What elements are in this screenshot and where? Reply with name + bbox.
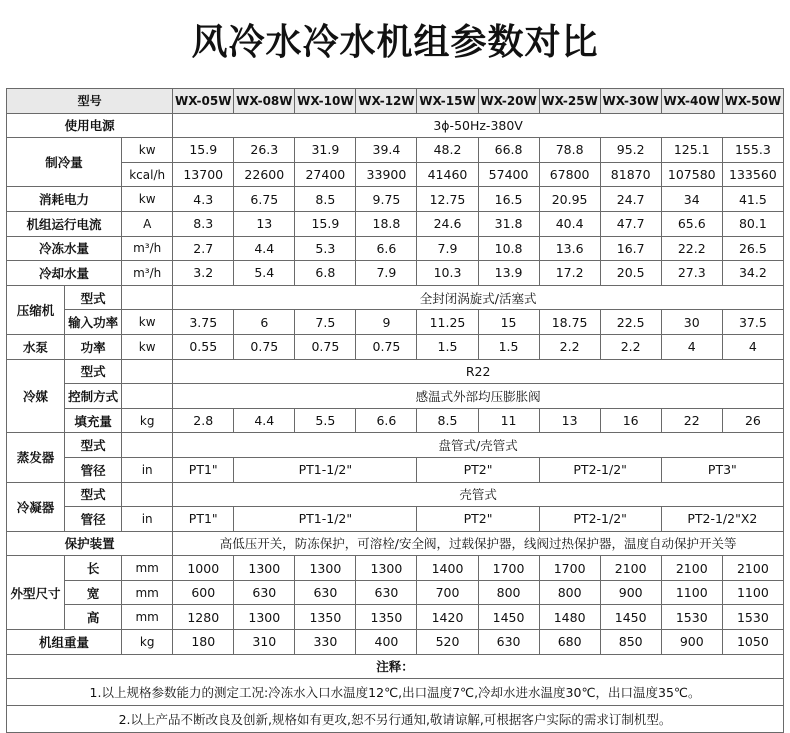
refrigerant-charge-row (7, 408, 784, 433)
compressor-type-row (7, 285, 784, 310)
notes-heading-row (7, 654, 784, 679)
value-cell: 16.5 (478, 187, 539, 212)
condenser-label: 冷凝器 (7, 482, 65, 531)
value-cell: 630 (478, 630, 539, 655)
chilled-water-label: 冷冻水量 (7, 236, 122, 261)
value-cell: 5.5 (295, 408, 356, 433)
value-cell: 34 (661, 187, 722, 212)
value-cell: 15.9 (173, 138, 234, 163)
value-cell: 180 (173, 630, 234, 655)
value-cell: 22 (661, 408, 722, 433)
value-cell: 900 (600, 580, 661, 605)
condenser-type-value: 壳管式 (173, 482, 784, 507)
value-cell: 13.9 (478, 261, 539, 286)
value-cell: 81870 (600, 162, 661, 187)
value-cell: 27400 (295, 162, 356, 187)
refrigerant-control-label: 控制方式 (65, 384, 122, 409)
value-cell: 31.9 (295, 138, 356, 163)
value-cell: 80.1 (722, 211, 783, 236)
value-cell: 13700 (173, 162, 234, 187)
value-cell: 900 (661, 630, 722, 655)
value-cell: 0.55 (173, 334, 234, 359)
evaporator-label: 蒸发器 (7, 433, 65, 482)
model-cell: WX-05W (173, 89, 234, 114)
consumption-label: 消耗电力 (7, 187, 122, 212)
value-cell: 520 (417, 630, 478, 655)
value-cell: 65.6 (661, 211, 722, 236)
compressor-type-value: 全封闭涡旋式/活塞式 (173, 285, 784, 310)
width-row (7, 580, 784, 605)
model-cell: WX-30W (600, 89, 661, 114)
value-cell: 1350 (295, 605, 356, 630)
pipe-cell: PT3" (661, 457, 783, 482)
model-cell: WX-20W (478, 89, 539, 114)
value-cell: 6.6 (356, 236, 417, 261)
value-cell: 31.8 (478, 211, 539, 236)
weight-label: 机组重量 (7, 630, 122, 655)
value-cell: 57400 (478, 162, 539, 187)
value-cell: 1530 (722, 605, 783, 630)
protection-row (7, 531, 784, 556)
evaporator-type-row (7, 433, 784, 458)
dimensions-label: 外型尺寸 (7, 556, 65, 630)
value-cell: 310 (234, 630, 295, 655)
evaporator-pipe-row (7, 457, 784, 482)
value-cell: 9.75 (356, 187, 417, 212)
value-cell: 630 (234, 580, 295, 605)
value-cell: 10.3 (417, 261, 478, 286)
value-cell: 2.7 (173, 236, 234, 261)
pipe-cell: PT1" (173, 457, 234, 482)
value-cell: 13 (234, 211, 295, 236)
value-cell: 4.3 (173, 187, 234, 212)
value-cell: 48.2 (417, 138, 478, 163)
current-row (7, 211, 784, 236)
value-cell: 330 (295, 630, 356, 655)
unit-cell: kw (122, 334, 173, 359)
note-2: 2.以上产品不断改良及创新,规格如有更攻,恕不另行通知,敬请谅解,可根据客户实际的需求订制机型。 (7, 706, 784, 733)
value-cell: 2.2 (539, 334, 600, 359)
value-cell: 133560 (722, 162, 783, 187)
value-cell: 4.4 (234, 408, 295, 433)
unit-cell: kw (122, 310, 173, 335)
value-cell: 18.8 (356, 211, 417, 236)
unit-cell: mm (122, 605, 173, 630)
value-cell: 4 (722, 334, 783, 359)
value-cell: 40.4 (539, 211, 600, 236)
value-cell: 16 (600, 408, 661, 433)
value-cell: 2100 (600, 556, 661, 581)
value-cell: 7.5 (295, 310, 356, 335)
value-cell: 1350 (356, 605, 417, 630)
value-cell: 600 (173, 580, 234, 605)
value-cell: 1300 (234, 556, 295, 581)
cooling-capacity-label: 制冷量 (7, 138, 122, 187)
value-cell: 1.5 (478, 334, 539, 359)
spec-table (6, 88, 784, 733)
unit-cell (122, 482, 173, 507)
value-cell: 34.2 (722, 261, 783, 286)
note-1: 1.以上规格参数能力的测定工况:冷冻水入口水温度12℃,出口温度7℃,冷却水进水温度30℃，出口温度35℃。 (7, 679, 784, 706)
refrigerant-type-value: R22 (173, 359, 784, 384)
power-supply-label: 使用电源 (7, 113, 173, 138)
value-cell: 850 (600, 630, 661, 655)
compressor-power-label: 输入功率 (65, 310, 122, 335)
length-label: 长 (65, 556, 122, 581)
value-cell: 6.8 (295, 261, 356, 286)
refrigerant-control-row (7, 384, 784, 409)
refrigerant-label: 冷媒 (7, 359, 65, 433)
value-cell: 5.3 (295, 236, 356, 261)
weight-row (7, 630, 784, 655)
length-row (7, 556, 784, 581)
pipe-cell: PT2-1/2" (539, 457, 661, 482)
evaporator-type-value: 盘管式/壳管式 (173, 433, 784, 458)
value-cell: 22.2 (661, 236, 722, 261)
unit-cell: in (122, 457, 173, 482)
value-cell: 2100 (722, 556, 783, 581)
cooling-kw-row (7, 138, 784, 163)
condenser-pipe-row (7, 507, 784, 532)
model-cell: WX-15W (417, 89, 478, 114)
refrigerant-type-label: 型式 (65, 359, 122, 384)
model-cell: WX-50W (722, 89, 783, 114)
value-cell: 67800 (539, 162, 600, 187)
value-cell: 22600 (234, 162, 295, 187)
unit-cell (122, 433, 173, 458)
unit-cell: kcal/h (122, 162, 173, 187)
unit-cell (122, 285, 173, 310)
pipe-cell: PT2" (417, 457, 539, 482)
value-cell: 1050 (722, 630, 783, 655)
page-title: 风冷水冷水机组参数对比 (191, 22, 599, 63)
value-cell: 8.5 (295, 187, 356, 212)
pipe-cell: PT2" (417, 507, 539, 532)
value-cell: 17.2 (539, 261, 600, 286)
value-cell: 2.2 (600, 334, 661, 359)
value-cell: 6.75 (234, 187, 295, 212)
value-cell: 39.4 (356, 138, 417, 163)
compressor-power-row (7, 310, 784, 335)
power-supply-row (7, 113, 784, 138)
condenser-type-row (7, 482, 784, 507)
unit-cell (122, 359, 173, 384)
value-cell: 3.75 (173, 310, 234, 335)
cooling-kcal-row (7, 162, 784, 187)
pump-label: 水泵 (7, 334, 65, 359)
value-cell: 22.5 (600, 310, 661, 335)
value-cell: 15 (478, 310, 539, 335)
value-cell: 0.75 (295, 334, 356, 359)
value-cell: 5.4 (234, 261, 295, 286)
condenser-pipe-label: 管径 (65, 507, 122, 532)
value-cell: 13.6 (539, 236, 600, 261)
value-cell: 27.3 (661, 261, 722, 286)
model-cell: WX-40W (661, 89, 722, 114)
note-1-row (7, 679, 784, 706)
unit-cell: mm (122, 580, 173, 605)
value-cell: 1700 (478, 556, 539, 581)
unit-cell: m³/h (122, 236, 173, 261)
value-cell: 95.2 (600, 138, 661, 163)
value-cell: 20.5 (600, 261, 661, 286)
value-cell: 1300 (295, 556, 356, 581)
value-cell: 11 (478, 408, 539, 433)
width-label: 宽 (65, 580, 122, 605)
unit-cell: mm (122, 556, 173, 581)
value-cell: 630 (356, 580, 417, 605)
value-cell: 1000 (173, 556, 234, 581)
value-cell: 4 (661, 334, 722, 359)
value-cell: 47.7 (600, 211, 661, 236)
value-cell: 26.5 (722, 236, 783, 261)
pipe-cell: PT2-1/2"X2 (661, 507, 783, 532)
value-cell: 12.75 (417, 187, 478, 212)
value-cell: 7.9 (356, 261, 417, 286)
pump-power-label: 功率 (65, 334, 122, 359)
compressor-label: 压缩机 (7, 285, 65, 334)
value-cell: 155.3 (722, 138, 783, 163)
value-cell: 1450 (478, 605, 539, 630)
value-cell: 37.5 (722, 310, 783, 335)
value-cell: 6 (234, 310, 295, 335)
value-cell: 1450 (600, 605, 661, 630)
value-cell: 1700 (539, 556, 600, 581)
unit-cell (122, 384, 173, 409)
pipe-cell: PT2-1/2" (539, 507, 661, 532)
model-cell: WX-08W (234, 89, 295, 114)
value-cell: 1530 (661, 605, 722, 630)
value-cell: 41460 (417, 162, 478, 187)
refrigerant-control-value: 感温式外部均压膨胀阀 (173, 384, 784, 409)
value-cell: 18.75 (539, 310, 600, 335)
value-cell: 20.95 (539, 187, 600, 212)
value-cell: 1.5 (417, 334, 478, 359)
value-cell: 1480 (539, 605, 600, 630)
note-2-row (7, 706, 784, 733)
value-cell: 3.2 (173, 261, 234, 286)
unit-cell: kw (122, 138, 173, 163)
value-cell: 1280 (173, 605, 234, 630)
model-cell: WX-12W (356, 89, 417, 114)
value-cell: 1400 (417, 556, 478, 581)
evaporator-pipe-label: 管径 (65, 457, 122, 482)
value-cell: 11.25 (417, 310, 478, 335)
value-cell: 400 (356, 630, 417, 655)
protection-value: 高低压开关，防冻保护，可溶栓/安全阀，过载保护器，线阀过热保护器，温度自动保护开关等 (173, 531, 784, 556)
value-cell: 24.7 (600, 187, 661, 212)
value-cell: 6.6 (356, 408, 417, 433)
value-cell: 41.5 (722, 187, 783, 212)
unit-cell: A (122, 211, 173, 236)
value-cell: 2100 (661, 556, 722, 581)
value-cell: 800 (539, 580, 600, 605)
value-cell: 26.3 (234, 138, 295, 163)
current-label: 机组运行电流 (7, 211, 122, 236)
unit-cell: m³/h (122, 261, 173, 286)
value-cell: 700 (417, 580, 478, 605)
model-cell: WX-25W (539, 89, 600, 114)
value-cell: 0.75 (234, 334, 295, 359)
value-cell: 24.6 (417, 211, 478, 236)
value-cell: 1300 (356, 556, 417, 581)
value-cell: 13 (539, 408, 600, 433)
notes-heading: 注释： (7, 654, 784, 679)
spec-table-container (6, 88, 784, 728)
value-cell: 26 (722, 408, 783, 433)
value-cell: 4.4 (234, 236, 295, 261)
cooling-water-row (7, 261, 784, 286)
value-cell: 8.3 (173, 211, 234, 236)
pipe-cell: PT1-1/2" (234, 507, 417, 532)
value-cell: 1300 (234, 605, 295, 630)
value-cell: 15.9 (295, 211, 356, 236)
value-cell: 30 (661, 310, 722, 335)
value-cell: 1100 (722, 580, 783, 605)
unit-cell: kw (122, 187, 173, 212)
value-cell: 9 (356, 310, 417, 335)
value-cell: 16.7 (600, 236, 661, 261)
value-cell: 33900 (356, 162, 417, 187)
consumption-row (7, 187, 784, 212)
power-supply-value: 3ϕ-50Hz-380V (173, 113, 784, 138)
height-row (7, 605, 784, 630)
unit-cell: in (122, 507, 173, 532)
value-cell: 78.8 (539, 138, 600, 163)
protection-label: 保护装置 (7, 531, 173, 556)
value-cell: 0.75 (356, 334, 417, 359)
value-cell: 1100 (661, 580, 722, 605)
value-cell: 8.5 (417, 408, 478, 433)
height-label: 高 (65, 605, 122, 630)
value-cell: 66.8 (478, 138, 539, 163)
pump-row (7, 334, 784, 359)
compressor-type-label: 型式 (65, 285, 122, 310)
header-row (7, 89, 784, 114)
evaporator-type-label: 型式 (65, 433, 122, 458)
unit-cell: kg (122, 408, 173, 433)
unit-cell: kg (122, 630, 173, 655)
value-cell: 2.8 (173, 408, 234, 433)
value-cell: 1420 (417, 605, 478, 630)
model-header-label: 型号 (7, 89, 173, 114)
pipe-cell: PT1-1/2" (234, 457, 417, 482)
value-cell: 107580 (661, 162, 722, 187)
value-cell: 800 (478, 580, 539, 605)
model-cell: WX-10W (295, 89, 356, 114)
refrigerant-charge-label: 填充量 (65, 408, 122, 433)
value-cell: 125.1 (661, 138, 722, 163)
pipe-cell: PT1" (173, 507, 234, 532)
value-cell: 10.8 (478, 236, 539, 261)
value-cell: 7.9 (417, 236, 478, 261)
refrigerant-type-row (7, 359, 784, 384)
cooling-water-label: 冷却水量 (7, 261, 122, 286)
value-cell: 630 (295, 580, 356, 605)
condenser-type-label: 型式 (65, 482, 122, 507)
value-cell: 680 (539, 630, 600, 655)
chilled-water-row (7, 236, 784, 261)
